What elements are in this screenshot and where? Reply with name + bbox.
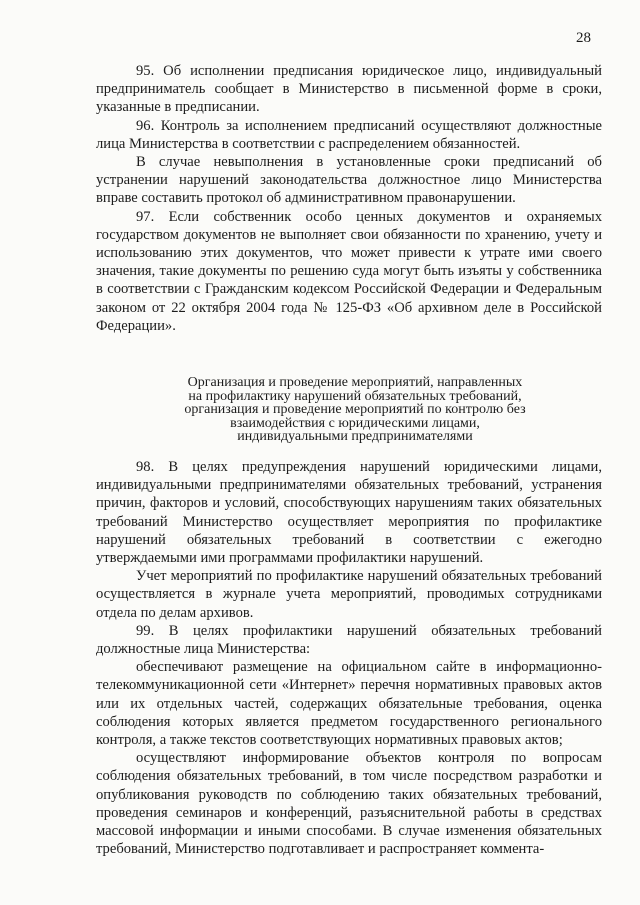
paragraph-96: 96. Контроль за исполнением предписаний осуществляют должностные лица Министерства в соответствии с распределением обязанностей. — [96, 117, 602, 152]
paragraph-96-continuation: В случае невыполнения в установленные сроки предписаний об устранении нарушений законодательства должностное лицо Министерства вправе составить протокол об административном правонарушении. — [96, 154, 602, 207]
paragraph-98-accounting: Учет мероприятий по профилактике нарушений обязательных требований осуществляется в журнале учета мероприятий, проводимых сотрудниками отдела по делам архивов. — [96, 568, 602, 621]
paragraph-97: 97. Если собственник особо ценных документов и охраняемых государством документов не выполняет свои обязанности по хранению, учету и использованию этих документов, что может привести к утрате ими своего значения, такие документы по решению суда могут быть изъяты у собственника в соответствии с Гражданским кодексом Российской Федерации и Федеральным законом от 22 октября 2004 года № 125-ФЗ «Об архивном деле в Российской Федерации». — [96, 208, 602, 334]
document-body-top — [96, 62, 602, 335]
section-heading-line: на профилактику нарушений обязательных требований, — [188, 388, 522, 404]
section-heading — [150, 376, 560, 444]
paragraph-99: 99. В целях профилактики нарушений обязательных требований должностные лица Министерства: — [96, 622, 602, 658]
document-body-bottom — [96, 458, 602, 858]
section-heading-line: организация и проведение мероприятий по контролю без — [184, 402, 526, 418]
paragraph-99-item-publishing: обеспечивают размещение на официальном сайте в информационно-телекоммуникационной сети «Интернет» перечня нормативных правовых актов или их отдельных частей, содержащих обязательные требования, оценка соблюдения которых является предметом государственного регионального контроля, а также текстов соответствующих нормативных правовых актов; — [96, 659, 602, 749]
paragraph-95: 95. Об исполнении предписания юридическое лицо, индивидуальный предприниматель сообщает в Министерство в письменной форме в сроки, указанные в предписании. — [96, 63, 602, 116]
section-heading-line: Организация и проведение мероприятий, направленных — [187, 375, 523, 390]
section-heading-line: индивидуальными предпринимателями — [237, 429, 473, 445]
paragraph-99-item-informing: осуществляют информирование объектов контроля по вопросам соблюдения обязательных требований, в том числе посредством разработки и опубликования руководств по соблюдению таких обязательных требований, проведения семинаров и конференций, разъяснительной работы в средствах массовой информации и иными способами. В случае изменения обязательных требований, Министерство подготавливает и распространяет коммента- — [96, 750, 602, 858]
page-number: 28 — [576, 30, 591, 46]
paragraph-98: 98. В целях предупреждения нарушений юридическими лицами, индивидуальными предпринимателями обязательных требований, устранения причин, факторов и условий, способствующих нарушениям таких обязательных требований Министерство осуществляет мероприятия по профилактике нарушений обязательных требований в соответствии с ежегодно утверждаемыми ими программами профилактики нарушений. — [96, 459, 602, 567]
section-heading-line: взаимодействия с юридическими лицами, — [230, 415, 480, 431]
